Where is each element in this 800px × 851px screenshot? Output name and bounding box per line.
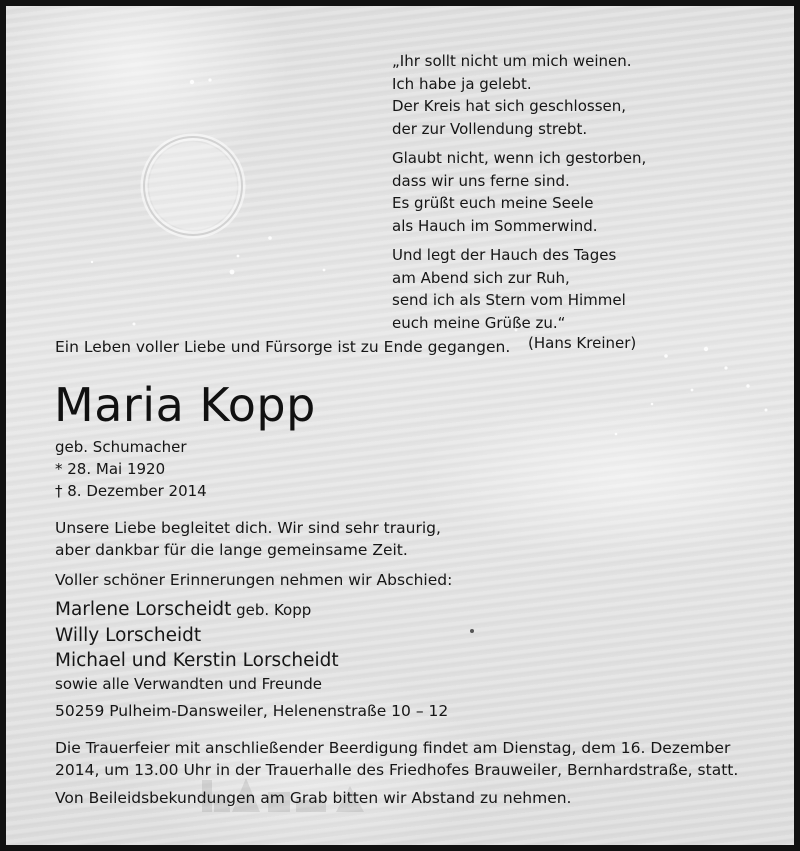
death-date: † 8. Dezember 2014 — [55, 482, 207, 500]
funeral-info — [55, 737, 738, 781]
mourner-name: Michael und Kerstin Lorscheidt — [55, 650, 339, 671]
intro-text: Ein Leben voller Liebe und Fürsorge ist zu Ende gegangen. — [55, 338, 511, 356]
poem-line: Es grüßt euch meine Seele — [392, 194, 594, 212]
poem-line: dass wir uns ferne sind. — [392, 171, 570, 190]
poem-line: Ich habe ja gelebt. — [392, 74, 532, 93]
life-dates — [55, 436, 207, 502]
deceased-name: Maria Kopp — [54, 378, 316, 432]
poem — [392, 50, 646, 362]
speck — [470, 629, 474, 633]
memories-text: Voller schöner Erinnerungen nehmen wir Abschied: — [55, 571, 453, 589]
love-line: aber dankbar für die lange gemeinsame Zeit. — [55, 541, 408, 559]
poem-line: Und legt der Hauch des Tages — [392, 246, 617, 264]
poem-line: am Abend sich zur Ruh, — [392, 268, 570, 287]
poem-line: der zur Vollendung strebt. — [392, 119, 588, 138]
mourners-list — [55, 597, 339, 695]
poem-line: send ich als Stern vom Himmel — [392, 291, 626, 309]
mourner-name: Willy Lorscheidt — [55, 625, 202, 646]
poem-line: euch meine Grüße zu.“ — [392, 313, 566, 332]
poem-stanza-1 — [392, 50, 646, 140]
mourner-suffix: geb. Kopp — [231, 601, 312, 619]
closing-note: Von Beileidsbekundungen am Grab bitten wir Abstand zu nehmen. — [55, 789, 572, 807]
love-text — [55, 517, 441, 561]
birth-date: * 28. Mai 1920 — [55, 460, 166, 478]
mourner — [55, 597, 339, 623]
mourner-name: Marlene Lorscheidt — [55, 599, 232, 620]
poem-line: Glaubt nicht, wenn ich gestorben, — [392, 149, 647, 167]
poem-author: (Hans Kreiner) — [528, 334, 637, 352]
birth-name: geb. Schumacher — [55, 438, 187, 456]
poem-line: Der Kreis hat sich geschlossen, — [392, 97, 627, 115]
moon-ring-icon — [144, 137, 242, 235]
address: 50259 Pulheim-Dansweiler, Helenenstraße 10 – 12 — [55, 702, 449, 720]
poem-stanza-2 — [392, 147, 646, 237]
relatives-line: sowie alle Verwandten und Freunde — [55, 675, 322, 693]
love-line: Unsere Liebe begleitet dich. Wir sind sehr traurig, — [55, 519, 441, 537]
mourner — [55, 648, 339, 673]
funeral-line: Die Trauerfeier mit anschließender Beerdigung findet am Dienstag, dem 16. Dezember — [55, 739, 731, 757]
mourner — [55, 623, 339, 648]
poem-line: „Ihr sollt nicht um mich weinen. — [392, 52, 632, 70]
funeral-line: 2014, um 13.00 Uhr in der Trauerhalle des Friedhofes Brauweiler, Bernhardstraße, statt. — [55, 761, 739, 779]
poem-line: als Hauch im Sommerwind. — [392, 216, 598, 235]
